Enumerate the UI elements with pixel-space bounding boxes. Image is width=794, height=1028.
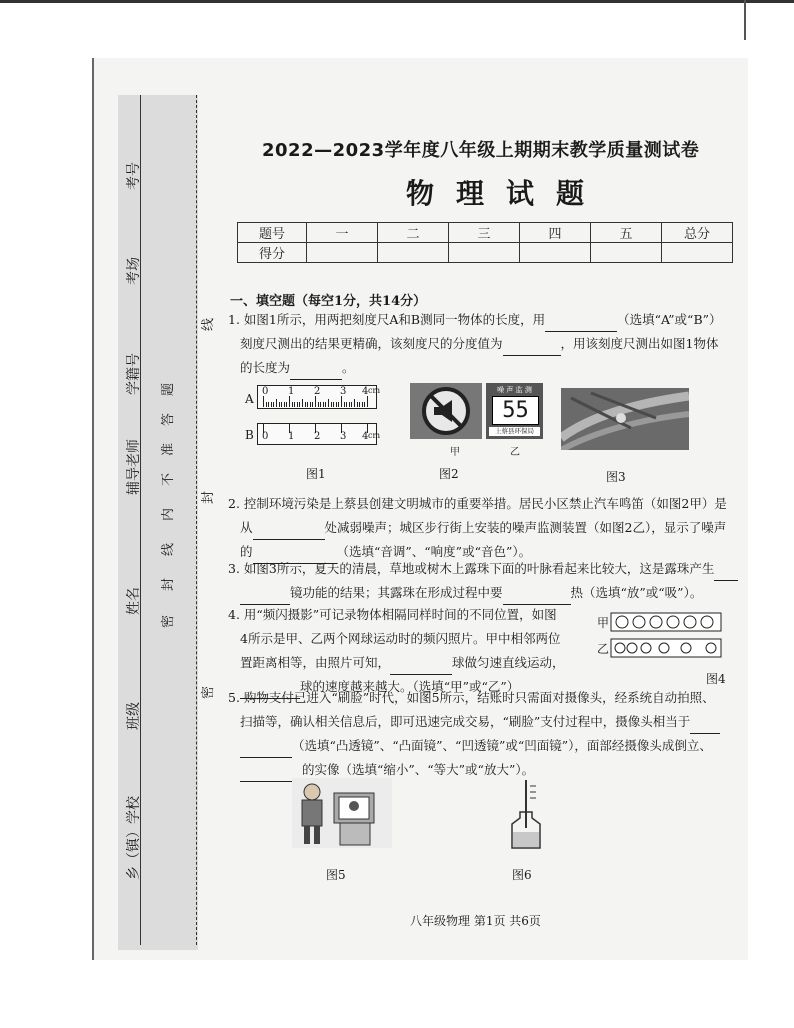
score-input[interactable] — [520, 243, 591, 263]
ruler-tick — [284, 402, 285, 407]
dew-leaf-photo — [561, 388, 689, 450]
page-footer: 八年级物理 第1页 共6页 — [410, 914, 541, 928]
ruler-tick — [328, 399, 329, 407]
score-table — [237, 222, 733, 263]
score-input[interactable] — [449, 243, 520, 263]
ball-yi — [641, 643, 651, 653]
ruler-number: 0 — [262, 431, 269, 442]
ruler-tick — [279, 402, 280, 407]
seal-word: 准 — [161, 442, 177, 457]
ruler-tick — [354, 399, 355, 407]
ball-jia — [650, 616, 662, 628]
ruler-unit: cm — [368, 431, 381, 440]
question-4: 4. 用“频闪摄影”可记录物体相隔同样时间的不同位置，如图 4所示是甲、乙两个网球运动时的频闪照片。甲中相邻两位 置距离相等，由照片可知， 球做匀速直线运动， 球的速度越来越大。（选填“甲”或“乙”） — [228, 603, 598, 699]
ruler-tick — [346, 402, 347, 407]
score-cell: 得分 — [238, 243, 307, 263]
subject-title: 物理试题 — [406, 177, 607, 210]
figure-2-jia: 甲 — [450, 447, 460, 458]
question-1: 1. 如图1所示，用两把刻度尺A和B测同一物体的长度，用 （选填“A”或“B”） 刻度尺测出的结果更精确，该刻度尺的分度值为 ，用该刻度尺测出如图1物体 的长度为 。 — [228, 308, 740, 380]
seal-word: 封 — [161, 577, 177, 592]
seal-word: 答 — [161, 412, 177, 427]
seal-word: 密 — [161, 614, 177, 629]
ruler-tick — [312, 402, 313, 407]
answer-blank[interactable] — [253, 539, 325, 540]
question-2: 2. 控制环境污染是上蔡县创建文明城市的重要举措。居民小区禁止汽车鸣笛（如图2甲）是 从 处减弱噪声；城区步行街上安装的噪声监测装置（如图2乙），显示了噪声 的 （选填“音调”、“响度”或“音色”）。 — [228, 492, 740, 564]
strobe-photo — [610, 611, 722, 659]
ruler-number: 3 — [340, 386, 347, 397]
field-tutor: 辅导老师 — [126, 439, 142, 495]
seal-mark: 封 — [201, 490, 217, 505]
ruler-tick — [323, 402, 324, 407]
seal-word: 内 — [161, 507, 177, 522]
ruler-tick — [276, 399, 277, 407]
ruler-tick — [357, 402, 358, 407]
figure-2-yi: 乙 — [510, 447, 520, 458]
exam-title: 2022—2023学年度八年级上期期末教学质量测试卷 — [262, 140, 700, 161]
ruler-tick — [351, 402, 352, 407]
section-heading: 一、填空题（每空1分，共14分） — [230, 294, 427, 309]
noise-monitor-display: 55 — [492, 396, 539, 425]
ruler-number: 0 — [262, 386, 269, 397]
ruler-number: 2 — [314, 386, 321, 397]
seal-word: 题 — [161, 382, 177, 397]
field-exam-number: 考号 — [126, 162, 142, 190]
ruler-tick — [305, 402, 306, 407]
ball-yi — [706, 643, 716, 653]
ruler-tick — [289, 396, 290, 407]
ruler-tick — [331, 402, 332, 407]
ruler-b-label: B — [245, 428, 254, 442]
ruler-tick — [299, 402, 300, 407]
answer-blank[interactable] — [714, 580, 738, 581]
ball-yi — [627, 643, 637, 653]
figure-4-yi: 乙 — [597, 642, 610, 656]
figure-4-jia: 甲 — [597, 616, 610, 630]
ball-jia — [633, 616, 645, 628]
ball-jia — [667, 616, 679, 628]
noise-monitor-top-label: 噪 声 监 测 — [497, 386, 532, 394]
ruler-tick — [268, 402, 269, 407]
ruler-tick — [336, 402, 337, 407]
ruler-tick — [344, 402, 345, 407]
ruler-unit: cm — [368, 386, 381, 395]
ruler-tick — [325, 402, 326, 407]
ruler-tick — [273, 402, 274, 407]
ruler-number: 3 — [340, 431, 347, 442]
ruler-tick — [333, 402, 334, 407]
scan-top-edge — [0, 0, 794, 3]
ruler-tick — [320, 402, 321, 407]
ruler-tick — [307, 402, 308, 407]
ruler-a-label: A — [245, 392, 254, 406]
ruler-tick — [362, 402, 363, 407]
ruler-tick — [315, 396, 316, 407]
answer-blank[interactable] — [545, 331, 617, 332]
ruler-tick — [318, 402, 319, 407]
score-cell: 总分 — [662, 223, 733, 243]
field-student-id: 学籍号 — [126, 353, 142, 395]
no-horn-icon — [410, 383, 482, 439]
ruler-tick — [310, 402, 311, 407]
field-name: 姓名 — [126, 587, 142, 615]
score-cell: 题号 — [238, 223, 307, 243]
score-header-row — [238, 223, 733, 243]
ruler-tick — [281, 402, 282, 407]
figure-1-caption: 图1 — [306, 467, 326, 481]
score-input[interactable] — [662, 243, 733, 263]
seal-word: 线 — [161, 542, 177, 557]
seal-mark: 密 — [201, 685, 217, 700]
ball-jia — [616, 616, 628, 628]
figure-4-caption: 图4 — [706, 672, 726, 686]
ruler-tick — [263, 396, 264, 407]
ruler-number: 4 — [362, 431, 369, 442]
score-input[interactable] — [307, 243, 378, 263]
seal-mark: 线 — [201, 317, 217, 332]
score-input[interactable] — [591, 243, 662, 263]
ruler-number: 4 — [362, 386, 369, 397]
score-cell: 四 — [520, 223, 591, 243]
figure-2-caption: 图2 — [439, 467, 459, 481]
ruler-tick — [294, 402, 295, 407]
binding-line-right — [196, 95, 197, 945]
no-horn-sign-panel — [410, 383, 482, 439]
scan-corner — [744, 0, 794, 40]
field-class: 班级 — [126, 702, 142, 730]
ruler-number: 1 — [288, 386, 295, 397]
figure-3-caption: 图3 — [606, 470, 626, 484]
ruler-tick — [367, 396, 368, 407]
score-cell: 五 — [591, 223, 662, 243]
ball-yi — [615, 643, 625, 653]
bottle-tube-apparatus — [506, 778, 546, 850]
seal-word: 不 — [161, 472, 177, 487]
score-cell: 二 — [378, 223, 449, 243]
ruler-tick — [271, 402, 272, 407]
answer-blank[interactable] — [240, 757, 292, 758]
score-cell: 三 — [449, 223, 520, 243]
face-payment-illustration — [292, 778, 392, 848]
answer-blank[interactable] — [290, 379, 342, 380]
figure-5-caption: 图5 — [326, 868, 346, 882]
ruler-tick — [302, 399, 303, 407]
ruler-tick — [338, 402, 339, 407]
ruler-tick — [364, 402, 365, 407]
ruler-tick — [297, 402, 298, 407]
ruler-number: 2 — [314, 431, 321, 442]
score-cell: 一 — [307, 223, 378, 243]
ruler-tick — [341, 396, 342, 407]
answer-blank[interactable] — [690, 733, 720, 734]
ruler-number: 1 — [288, 431, 295, 442]
noise-monitor-bottom-label: 上蔡县环保局 — [489, 427, 540, 436]
question-3: 3. 如图3所示，夏天的清晨，草地或树木上露珠下面的叶脉看起来比较大，这是露珠产生 镜功能的结果；其露珠在形成过程中要 热（选填“放”或“吸”）。 — [228, 557, 740, 605]
question-5: 5. 购物支付已进入“刷脸”时代，如图5所示，结账时只需面对摄像头，经系统自动拍照、 扫描等，确认相关信息后，即可迅速完成交易，“刷脸”支付过程中，摄像头相当于 （选填“凸透镜”、“凸面镜”、“凹透镜”或“凹面镜”），面部经摄像头成倒立、 的实像（选填“缩小”、“等大”或“放大”）。 — [228, 686, 740, 782]
score-input[interactable] — [378, 243, 449, 263]
score-value-row — [238, 243, 733, 263]
ball-yi — [681, 643, 691, 653]
field-school: 乡（镇）学校 — [126, 796, 142, 880]
ball-jia — [701, 616, 713, 628]
ruler-tick — [266, 402, 267, 407]
ruler-tick — [286, 402, 287, 407]
ruler-tick — [292, 402, 293, 407]
ball-jia — [684, 616, 696, 628]
answer-blank[interactable] — [503, 355, 561, 356]
noise-monitor — [486, 383, 543, 439]
figure-6-caption: 图6 — [512, 868, 532, 882]
field-exam-room: 考场 — [126, 257, 142, 285]
ruler-tick — [349, 402, 350, 407]
answer-blank[interactable] — [390, 674, 452, 675]
ball-yi — [659, 643, 669, 653]
ruler-tick — [359, 402, 360, 407]
